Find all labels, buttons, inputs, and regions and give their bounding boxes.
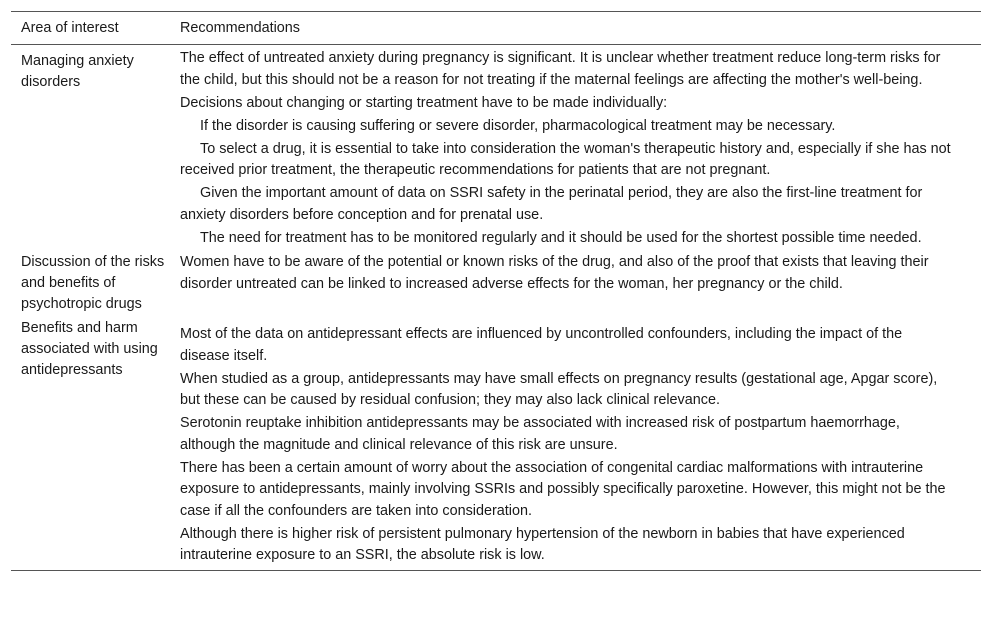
recommendation-subpoint: To select a drug, it is essential to take into consideration the woman's therapeutic history and, especially if she has not received prior treatment, the therapeutic recommendations for patients that are not pregnant.	[180, 140, 951, 178]
recommendation-paragraph: Although there is higher risk of persistent pulmonary hypertension of the newborn in babies that have experienced intrauterine exposure to an SSRI, the absolute risk is low.	[180, 525, 905, 563]
recommendation-paragraph: Women have to be aware of the potential or known risks of the drug, and also of the proof that exists that leaving their disorder untreated can be linked to increased adverse effects for the woman, her pregnancy or the child.	[180, 254, 929, 292]
recommendation-subpoint: Given the important amount of data on SSRI safety in the perinatal period, they are also the first-line treatment for anxiety disorders before conception and for prenatal use.	[180, 185, 923, 223]
area-cell: Benefits and harm associated with using antidepressants	[21, 320, 158, 378]
table-row	[11, 249, 981, 315]
header-area-of-interest: Area of interest	[21, 20, 119, 36]
recommendations-cell	[180, 48, 981, 249]
area-cell: Managing anxiety disorders	[21, 53, 134, 90]
recommendations-table	[11, 11, 981, 571]
recommendation-paragraph: Decisions about changing or starting treatment have to be made individually:	[180, 94, 668, 111]
recommendation-paragraph: When studied as a group, antidepressants may have small effects on pregnancy results (gestational age, Apgar score), but these can be caused by residual confusion; they may also lack clinical relevance.	[180, 370, 938, 408]
recommendation-paragraph: There has been a certain amount of worry about the association of congenital cardiac malformations with intrauterine exposure to antidepressants, mainly involving SSRIs and possibly specifically paroxetine. However, this might not be the case if all the confounders are taken into consideration.	[180, 459, 946, 519]
table-row	[11, 45, 981, 249]
recommendation-paragraph: Most of the data on antidepressant effects are influenced by uncontrolled confounders, including the impact of the disease itself.	[180, 326, 903, 364]
area-cell: Discussion of the risks and benefits of psychotropic drugs	[21, 254, 165, 312]
table-bottom-rule	[11, 570, 981, 571]
recommendation-subpoint: The need for treatment has to be monitored regularly and it should be used for the shortest possible time needed.	[200, 229, 922, 246]
table-row	[11, 315, 981, 567]
recommendations-cell	[180, 315, 981, 567]
header-recommendations: Recommendations	[180, 20, 300, 36]
table-header-row	[11, 12, 981, 44]
recommendation-paragraph: Serotonin reuptake inhibition antidepressants may be associated with increased risk of postpartum haemorrhage, although the magnitude and clinical relevance of this risk are unsure.	[180, 415, 900, 453]
recommendation-paragraph: The effect of untreated anxiety during pregnancy is significant. It is unclear whether treatment reduce long-term risks for the child, but this should not be a reason for not treating if the maternal feelings are affecting the mother's well-being.	[180, 50, 941, 88]
recommendation-subpoint: If the disorder is causing suffering or severe disorder, pharmacological treatment may be necessary.	[200, 117, 836, 134]
recommendations-cell	[180, 249, 981, 315]
